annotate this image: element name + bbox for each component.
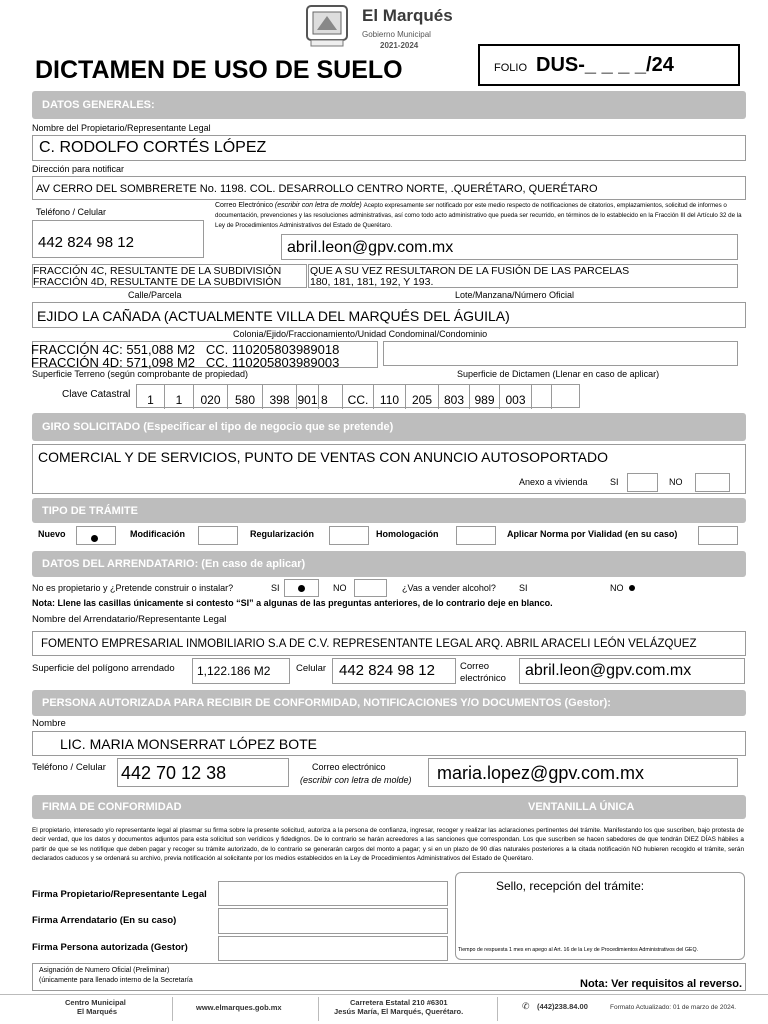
clave-cell: 020: [194, 385, 228, 409]
section-title: FIRMA DE CONFORMIDAD: [42, 801, 182, 813]
homologacion-label: Homologación: [376, 529, 439, 539]
construir-no-label: NO: [333, 583, 347, 593]
giro-field[interactable]: [32, 444, 746, 494]
folio-box: [478, 44, 740, 86]
pregunta-construir: No es propietario y ¿Pretende construir o instalar?: [32, 583, 234, 593]
correo-label: Correo Electrónico: [215, 202, 273, 209]
section-title: GIRO SOLICITADO (Especificar el tipo de negocio que se pretende): [42, 421, 394, 433]
norma-label: Aplicar Norma por Vialidad (en su caso): [507, 529, 678, 539]
nombre-label: Nombre del Propietario/Representante Legal: [32, 123, 211, 133]
logo-years: 2021-2024: [380, 41, 419, 50]
telefono-field[interactable]: [32, 220, 204, 258]
tiempo-respuesta: Tiempo de respuesta 1 mes en apego al Art. 16 de la Ley de Procedimientos Administrativos del GEQ.: [458, 947, 699, 953]
asignacion-label-2: (únicamente para llenado interno de la Secretaría: [39, 977, 193, 984]
firma-gestor-field[interactable]: [218, 936, 448, 961]
nombre-field[interactable]: [32, 135, 746, 161]
direccion-label: Dirección para notificar: [32, 164, 125, 174]
regularizacion-checkbox[interactable]: [329, 526, 369, 545]
telefono-value: 442 824 98 12: [38, 234, 134, 251]
celular-label: Celular: [296, 663, 327, 674]
arrendatario-correo-field[interactable]: [519, 658, 745, 684]
correo-field[interactable]: [281, 234, 738, 260]
colonia-label: Colonia/Ejido/Fraccionamiento/Unidad Condominal/Condominio: [233, 329, 488, 339]
lote-label: Lote/Manzana/Número Oficial: [455, 290, 575, 300]
superficie-line-2: FRACCIÓN 4D: 571,098 M2 CC. 110205803989003: [31, 355, 340, 370]
anexo-no-label: NO: [669, 477, 683, 487]
section-firma: [32, 795, 746, 819]
clave-cell: 003: [500, 385, 532, 409]
lote-line-1: QUE A SU VEZ RESULTARON DE LA FUSIÓN DE LAS PARCELAS: [310, 265, 630, 277]
clave-cell: 1: [137, 385, 165, 409]
clave-cell: CC.: [343, 385, 374, 409]
phone-icon: ✆: [522, 1001, 530, 1011]
gestor-nombre-field[interactable]: [32, 731, 746, 756]
arrendatario-correo-label-1: Correo: [460, 661, 490, 672]
section-arrendatario: [32, 551, 746, 577]
nuevo-label: Nuevo: [38, 529, 66, 539]
correo-text: Acepto expresamente ser notificado por este medio respecto de notificaciones de citatorios, emplazamientos, solicitud de informes o documentación, prevenciones y las resoluciones administrativas, así como todo acto administrativo que pueda ser recurrido, en términos de lo establecido en la Fracción III del Artículo 32 de la Ley de Procedimientos Administrativos del Estado de Querétaro.: [215, 202, 742, 229]
direccion-field[interactable]: [32, 176, 746, 200]
superficie-field[interactable]: [32, 341, 378, 368]
direccion-value: AV CERRO DEL SOMBRERETE No. 1198. COL. DESARROLLO CENTRO NORTE, .QUERÉTARO, QUERÉTARO: [36, 183, 598, 195]
asignacion-box[interactable]: [32, 963, 746, 991]
poligono-value: 1,122.186 M2: [197, 664, 271, 678]
calle-field[interactable]: [32, 264, 307, 288]
arrendatario-nombre-value: FOMENTO EMPRESARIAL INMOBILIARIO S.A DE C.V. REPRESENTANTE LEGAL ARQ. ABRIL ARACELI LEÓN VELÁZQUEZ: [41, 638, 697, 650]
section-datos-generales: [32, 91, 746, 119]
firma-arrendatario-field[interactable]: [218, 908, 448, 934]
arrendatario-correo-value: abril.leon@gpv.com.mx: [525, 662, 692, 679]
clave-cell: [532, 385, 552, 409]
nombre-value: C. RODOLFO CORTÉS LÓPEZ: [39, 139, 267, 156]
logo-sub: Gobierno Municipal: [362, 30, 431, 39]
section-gestor: [32, 690, 746, 716]
superficie-dictamen-label: Superficie de Dictamen (Llenar en caso de aplicar): [457, 369, 660, 379]
nuevo-checked-mark: [91, 535, 98, 542]
celular-field[interactable]: [332, 658, 456, 684]
clave-cell: 110: [374, 385, 406, 409]
clave-cell: 398: [263, 385, 297, 409]
sello-box: [455, 872, 745, 960]
folio-label: FOLIO: [494, 62, 528, 74]
clave-cell: 8: [319, 385, 343, 409]
arrendatario-nombre-label: Nombre del Arrendatario/Representante Legal: [32, 614, 227, 625]
calle-label: Calle/Parcela: [128, 290, 182, 300]
anexo-si-checkbox[interactable]: [627, 473, 658, 492]
gestor-telefono-label: Teléfono / Celular: [32, 762, 106, 773]
modificacion-label: Modificación: [130, 529, 186, 539]
calle-line-1: FRACCIÓN 4C, RESULTANTE DE LA SUBDIVISIÓN: [33, 265, 282, 277]
firma-texto: El propietario, interesado y/o representante legal al plasmar su firma sobre la presente solicitud, autoriza a la persona de confianza, ingresar, recoger y realizar las aclaraciones pertinentes del trámite. Manifestando los que suscriben, bajo protesta de decir verdad, que los datos y documentos adjuntos para esta solicitud son verídicos y fidedignos. De lo contrario se harán acreedores a las sanciones que correspondan. Los que suscriben se hacen sabedores de que tendrán DIEZ DÍAS hábiles a partir de que se les notifique que deben pagar y recoger su trámite autorizado, de lo contrario se generarán cargos del monto a pagar; y si en un plazo de 90 días naturales posteriores a la citada notificación NO hubieren recogido el trámite, serán declarados caducos y se ordenará su archivo, previa notificación al solicitante por los medios establecidos en la Ley de Procedimientos Administrativos del Estado de Querétaro.: [32, 827, 744, 862]
section-title: TIPO DE TRÁMITE: [42, 504, 138, 517]
nota-reverso: Nota: Ver requisitos al reverso.: [580, 978, 743, 990]
anexo-si-label: SI: [610, 477, 619, 487]
alcohol-si-label: SI: [519, 583, 528, 593]
construir-si-label: SI: [271, 583, 280, 593]
clave-catastral-field[interactable]: [136, 384, 580, 408]
clave-cell: 205: [406, 385, 439, 409]
gestor-correo-label-2: (escribir con letra de molde): [300, 775, 412, 785]
section-giro: [32, 413, 746, 441]
gestor-nombre-value: LIC. MARIA MONSERRAT LÓPEZ BOTE: [60, 736, 317, 752]
calle-line-2: FRACCIÓN 4D, RESULTANTE DE LA SUBDIVISIÓN: [33, 276, 282, 288]
clave-cell: 901: [297, 385, 319, 409]
section-title: DATOS DEL ARRENDATARIO: (En caso de aplicar): [42, 558, 306, 570]
logo-emblem: [303, 4, 351, 48]
footer-formato: Formato Actualizado: 01 de marzo de 2024.: [610, 1004, 737, 1011]
section-title: DATOS GENERALES:: [42, 99, 155, 111]
gestor-nombre-label: Nombre: [32, 718, 66, 729]
firma-propietario-label: Firma Propietario/Representante Legal: [32, 889, 207, 900]
modificacion-checkbox[interactable]: [198, 526, 238, 545]
correo-note: (escribir con letra de molde): [274, 202, 362, 209]
footer-centro-2: El Marqués: [77, 1007, 118, 1016]
correo-aviso: [215, 201, 745, 231]
superficie-label: Superficie Terreno (según comprobante de propiedad): [32, 369, 248, 379]
construir-si-checked-mark: [298, 585, 305, 592]
footer-telefono: (442)238.84.00: [537, 1002, 588, 1011]
colonia-value: EJIDO LA CAÑADA (ACTUALMENTE VILLA DEL MARQUÉS DEL ÁGUILA): [37, 308, 510, 324]
clave-cell: 989: [470, 385, 500, 409]
norma-checkbox[interactable]: [698, 526, 738, 545]
sello-label: Sello, recepción del trámite:: [496, 879, 645, 893]
nota-arrendatario: Nota: Llene las casillas únicamente si contesto “SI” a algunas de las preguntas anteriores, de lo contrario deje en blanco.: [32, 598, 553, 608]
arrendatario-nombre-field[interactable]: [32, 631, 746, 656]
superficie-line-1: FRACCIÓN 4C: 551,088 M2 CC. 110205803989018: [31, 342, 340, 357]
regularizacion-label: Regularización: [250, 529, 315, 539]
superficie-dictamen-field[interactable]: [383, 341, 738, 366]
footer-web[interactable]: www.elmarques.gob.mx: [196, 1003, 282, 1012]
clave-cell: [552, 385, 580, 409]
section-tramite: [32, 498, 746, 523]
giro-value: COMERCIAL Y DE SERVICIOS, PUNTO DE VENTAS CON ANUNCIO AUTOSOPORTADO: [38, 449, 608, 465]
poligono-label: Superficie del polígono arrendado: [32, 663, 175, 674]
celular-value: 442 824 98 12: [339, 662, 435, 679]
clave-label: Clave Catastral: [62, 389, 131, 400]
construir-no-checkbox[interactable]: [354, 579, 387, 597]
footer-centro-1: Centro Municipal: [65, 998, 126, 1007]
firma-gestor-label: Firma Persona autorizada (Gestor): [32, 942, 188, 953]
footer-carretera-2: Jesús María, El Marqués, Querétaro.: [334, 1007, 464, 1016]
firma-propietario-field[interactable]: [218, 881, 448, 906]
anexo-no-checkbox[interactable]: [695, 473, 730, 492]
alcohol-no-label: NO: [610, 583, 624, 593]
arrendatario-correo-label-2: electrónico: [460, 673, 506, 684]
clave-cell: 803: [439, 385, 470, 409]
colonia-field[interactable]: [32, 302, 746, 328]
anexo-label: Anexo a vivienda: [519, 477, 588, 487]
telefono-label: Teléfono / Celular: [36, 207, 107, 217]
logo-name: El Marqués: [362, 6, 453, 25]
asignacion-label-1: Asignación de Numero Oficial (Preliminar): [39, 967, 170, 974]
gestor-telefono-value: 442 70 12 38: [121, 763, 227, 783]
page-title: DICTAMEN DE USO DE SUELO: [35, 56, 403, 84]
folio-value: DUS-_ _ _ _/24: [536, 54, 674, 76]
ventanilla-title: VENTANILLA ÚNICA: [528, 801, 635, 813]
lote-line-2: 180, 181, 181, 192, Y 193.: [310, 276, 434, 288]
gestor-correo-field[interactable]: [428, 758, 738, 787]
homologacion-checkbox[interactable]: [456, 526, 496, 545]
gestor-correo-label-1: Correo electrónico: [312, 762, 386, 772]
pregunta-alcohol: ¿Vas a vender alcohol?: [402, 583, 496, 593]
gestor-telefono-field[interactable]: [117, 758, 289, 787]
clave-cell: 580: [228, 385, 263, 409]
firma-arrendatario-label: Firma Arrendatario (En su caso): [32, 915, 177, 926]
footer: [0, 994, 768, 1024]
section-title: PERSONA AUTORIZADA PARA RECIBIR DE CONFORMIDAD, NOTIFICACIONES Y/O DOCUMENTOS (Gestor):: [42, 697, 611, 709]
alcohol-no-checked-mark: [629, 585, 635, 591]
gestor-correo-value: maria.lopez@gpv.com.mx: [437, 763, 644, 783]
clave-cell: 1: [165, 385, 194, 409]
footer-carretera-1: Carretera Estatal 210 #6301: [350, 998, 448, 1007]
poligono-field[interactable]: [192, 658, 290, 684]
lote-field[interactable]: [308, 264, 738, 288]
correo-value: abril.leon@gpv.com.mx: [287, 239, 454, 256]
